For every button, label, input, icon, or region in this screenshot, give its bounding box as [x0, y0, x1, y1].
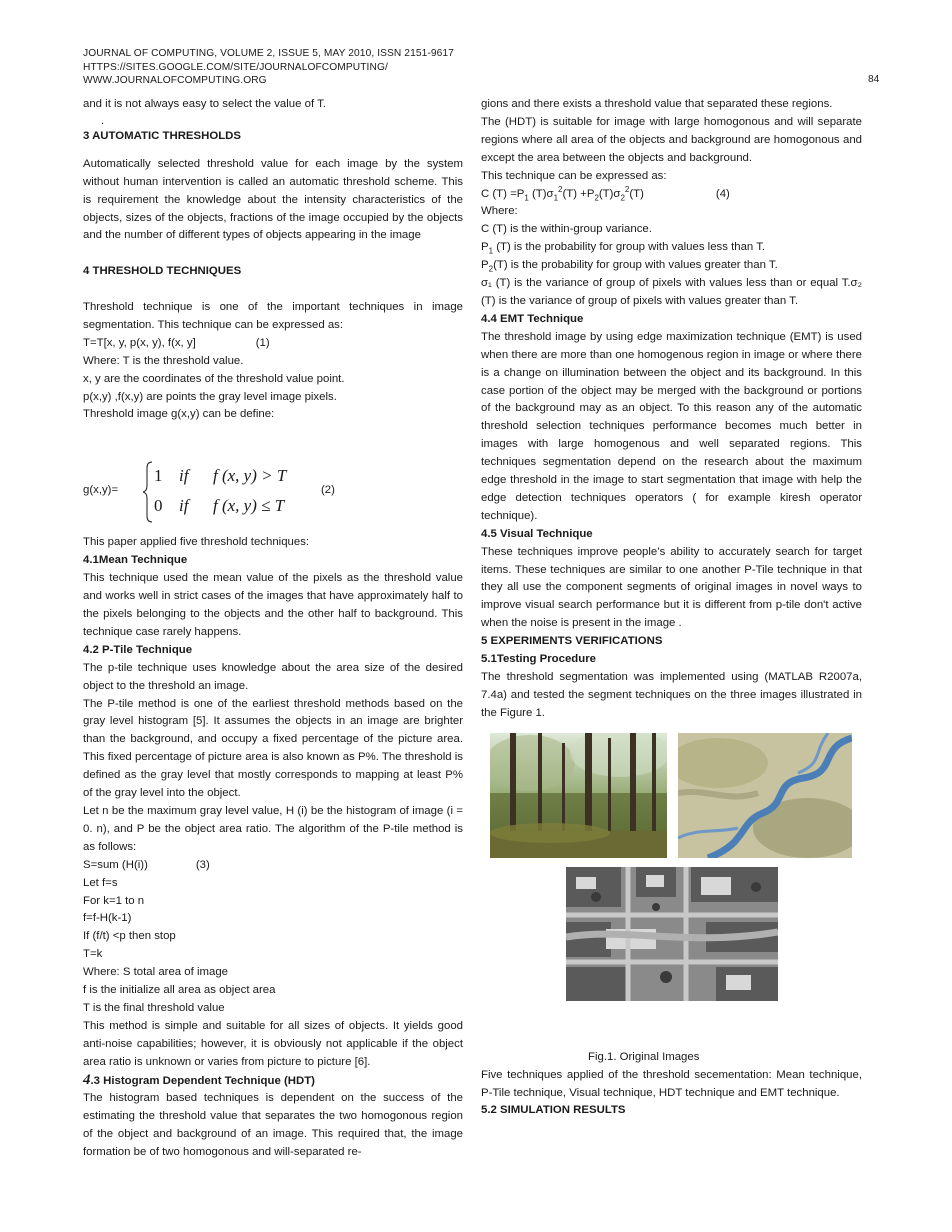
paragraph-automatic-thresholds: Automatically selected threshold value for each image by the system without human intervention is called an automatic threshold scheme. This is requirement the knowledge about the intensity characteristics of the objects, sizes of the objects, fractions of the image occupied by the objects and the number of different types of objects appearing in the image [83, 157, 463, 242]
definition-line: Where: [481, 205, 518, 218]
definition-line: Threshold image g(x,y) can be define: [83, 408, 275, 421]
definition-line: Where: T is the threshold value. [83, 354, 244, 367]
definition-line: p(x,y) ,f(x,y) are points the gray level image pixels. [83, 390, 337, 403]
figure-1 [481, 729, 862, 1049]
equation-2 [83, 454, 463, 530]
paragraph-emt: The threshold image by using edge maximization technique (EMT) is used when there are more than one homogenous region in image or where there is a change on illumination between the object and its background. In this case portion of the object may be merged with the background or portions of the background may as an object. To this reason any of the automatic threshold selection techniques performance becomes much better in images with large homogenous and well separated regions. This techniques segmentation depend on the research about the maximum edge threshold in the image to start segmentation that image with help the edge detection techniques operators ( for example kiresh operator technique). [481, 330, 862, 522]
definition-line: Where: S total area of image [83, 966, 228, 979]
heading-hdt-number: 4 [83, 1071, 91, 1088]
def-text: (T) is the probability for group with values less than T. [493, 241, 766, 254]
header-line-2: HTTPS://SITES.GOOGLE.COM/SITE/JOURNALOFCOMPUTING/ [83, 61, 388, 73]
definition-line: f is the initialize all area as object area [83, 984, 276, 997]
algorithm-step: If (f/t) <p then stop [83, 930, 176, 943]
paragraph-expression: This technique can be expressed as: [481, 169, 667, 182]
heading-ptile-technique: 4.2 P-Tile Technique [83, 643, 193, 656]
paragraph-mean-technique: This technique used the mean value of the pixels as the threshold value and works well in strict cases of the images that have approximately half to the pixels belonging to the objects and the other half to background. This technique case rarely happens. [83, 572, 463, 638]
eq2-r2-value: 0 [154, 496, 163, 516]
definition-line: x, y are the coordinates of the threshold value point. [83, 372, 345, 385]
eq4-part: C (T) =P [481, 187, 525, 200]
definition-line [481, 239, 862, 257]
def-sub: 2 [488, 264, 494, 274]
definition-line: C (T) is the within-group variance. [481, 223, 652, 236]
algorithm-step: f=f-H(k-1) [83, 912, 132, 925]
river-aerial-image [678, 733, 852, 858]
paragraph-visual: These techniques improve people’s ability to accurately search for target items. These techniques are similar to one another P-Tile technique in that they all use the component segments of original images in novel ways to improve visual search performance but it is different from p-tile don't active when the noise is present in the image . [481, 545, 862, 630]
algorithm-step: S=sum (H(i)) [83, 858, 148, 871]
algorithm-step: T=k [83, 948, 103, 961]
heading-experiments: 5 EXPERIMENTS VERIFICATIONS [481, 635, 663, 648]
heading-testing-procedure: 5.1Testing Procedure [481, 653, 596, 666]
equation-2-number: (2) [321, 484, 335, 497]
left-column [83, 96, 463, 1162]
page-number: 84 [868, 74, 880, 85]
eq2-r1-value: 1 [154, 466, 163, 486]
paragraph-hdt-suitable: The (HDT) is suitable for image with large homogonous and will separate regions where all area of the objects and background are homogonous and except the area between the objects and background. [481, 115, 862, 164]
city-aerial-image [566, 867, 778, 1001]
definition-line [481, 257, 862, 275]
equation-4-number: (4) [715, 187, 730, 200]
equation-1 [83, 335, 463, 353]
equation-1-text: T=T[x, y, p(x, y), f(x, y] [83, 336, 196, 349]
paragraph-ptile-d: This method is simple and suitable for all sizes of objects. It yields good anti-noise capabilities; however, it is obviously not applicable if the object area ratio is unknown or varies from picture to picture [6]. [83, 1019, 463, 1068]
eq4-sup: 2 [558, 184, 563, 194]
stray-dot: . [101, 114, 105, 127]
algorithm-step: Let f=s [83, 876, 118, 889]
eq4-part: (T) +P [562, 187, 595, 200]
equation-2-piecewise [143, 454, 318, 530]
eq2-r2-if: if [179, 496, 189, 516]
eq4-sub: 1 [553, 192, 559, 202]
eq2-r1-if: if [179, 466, 189, 486]
heading-simulation-results: 5.2 SIMULATION RESULTS [481, 1104, 626, 1117]
paragraph-five-techniques-applied: Five techniques applied of the threshold secementation: Mean technique, P-Tile technique, Visual technique, HDT technique and EMT technique. [481, 1068, 862, 1099]
def-sub: 1 [488, 246, 494, 256]
equation-3-number: (3) [195, 858, 210, 871]
eq2-r1-condition: f (x, y) > T [213, 466, 287, 486]
header-line-1: JOURNAL OF COMPUTING, VOLUME 2, ISSUE 5, MAY 2010, ISSN 2151-9617 [83, 48, 454, 59]
eq4-part: (T)σ [598, 187, 621, 200]
eq4-sub: 2 [594, 192, 599, 202]
paragraph-threshold-intro: Threshold technique is one of the important techniques in image segmentation. This technique can be expressed as: [83, 301, 463, 331]
paragraph-ptile-a: The p-tile technique uses knowledge about the area size of the desired object to the threshold an image. [83, 661, 463, 692]
heading-visual-technique: 4.5 Visual Technique [481, 527, 593, 540]
def-symbol: P [481, 241, 489, 254]
eq4-sub: 2 [620, 192, 625, 202]
heading-mean-technique: 4.1Mean Technique [83, 554, 188, 567]
heading-automatic-thresholds: 3 AUTOMATIC THRESHOLDS [83, 129, 241, 142]
journal-header [83, 47, 454, 88]
paragraph-testing: The threshold segmentation was implemented using (MATLAB R2007a, 7.4a) and tested the segment techniques on the three images illustrated in the Figure 1. [481, 671, 862, 719]
equation-2-label: g(x,y)= [83, 484, 119, 497]
eq4-sup: 2 [624, 184, 630, 194]
equation-1-number: (1) [255, 336, 270, 349]
def-symbol: P [481, 259, 489, 272]
forest-image [490, 733, 667, 858]
heading-hdt-text: .3 Histogram Dependent Technique (HDT) [90, 1074, 315, 1087]
definition-line: σ₁ (T) is the variance of group of pixels with values less than or equal T.σ₂ (T) is the variance of group of pixels with values greater than T. [481, 277, 862, 307]
header-line-3: WWW.JOURNALOFCOMPUTING.ORG [83, 75, 267, 87]
paragraph-ptile-c: Let n be the maximum gray level value, H (i) be the histogram of image (i = 0. n), and P be the object area ratio. The algorithm of the P-tile method is as follows: [83, 804, 463, 853]
paragraph-five-techniques: This paper applied five threshold techniques: [83, 536, 310, 549]
def-text: (T) is the probability for group with values greater than T. [493, 259, 778, 272]
heading-hdt-technique [83, 1072, 463, 1091]
heading-emt-technique: 4.4 EMT Technique [481, 312, 584, 325]
figure-caption: Fig.1. Original Images [588, 1050, 700, 1063]
eq2-r2-condition: f (x, y) ≤ T [213, 496, 285, 516]
right-column [481, 96, 862, 1120]
algorithm-step: For k=1 to n [83, 894, 145, 907]
paragraph-continuation: and it is not always easy to select the value of T. [83, 98, 326, 110]
heading-threshold-techniques: 4 THRESHOLD TECHNIQUES [83, 265, 242, 278]
algorithm-line [83, 857, 463, 875]
eq4-part: (T) [629, 187, 644, 200]
paragraph-ptile-b: The P-tile method is one of the earliest threshold methods based on the gray level histogram [5]. It assumes the objects in an image are brighter than the background, and occupy a fixed percentage of the picture area. This fixed percentage of picture area is also known as P%. The threshold is defined as the gray level that mostly corresponds to mapping at least P% of the gray level into the object. [83, 697, 463, 800]
definition-line: T is the final threshold value [83, 1001, 225, 1014]
equation-4 [481, 186, 862, 204]
paragraph-hdt-continuation: gions and there exists a threshold value that separated these regions. [481, 98, 833, 110]
paragraph-hdt: The histogram based techniques is dependent on the success of the estimating the threshold value that separates the two homogonous region of the object and background of an image. This required that, the image formation be of two homogonous and will-separated re- [83, 1092, 463, 1159]
eq4-sub: 1 [524, 192, 529, 202]
eq4-part: (T)σ [528, 187, 554, 200]
